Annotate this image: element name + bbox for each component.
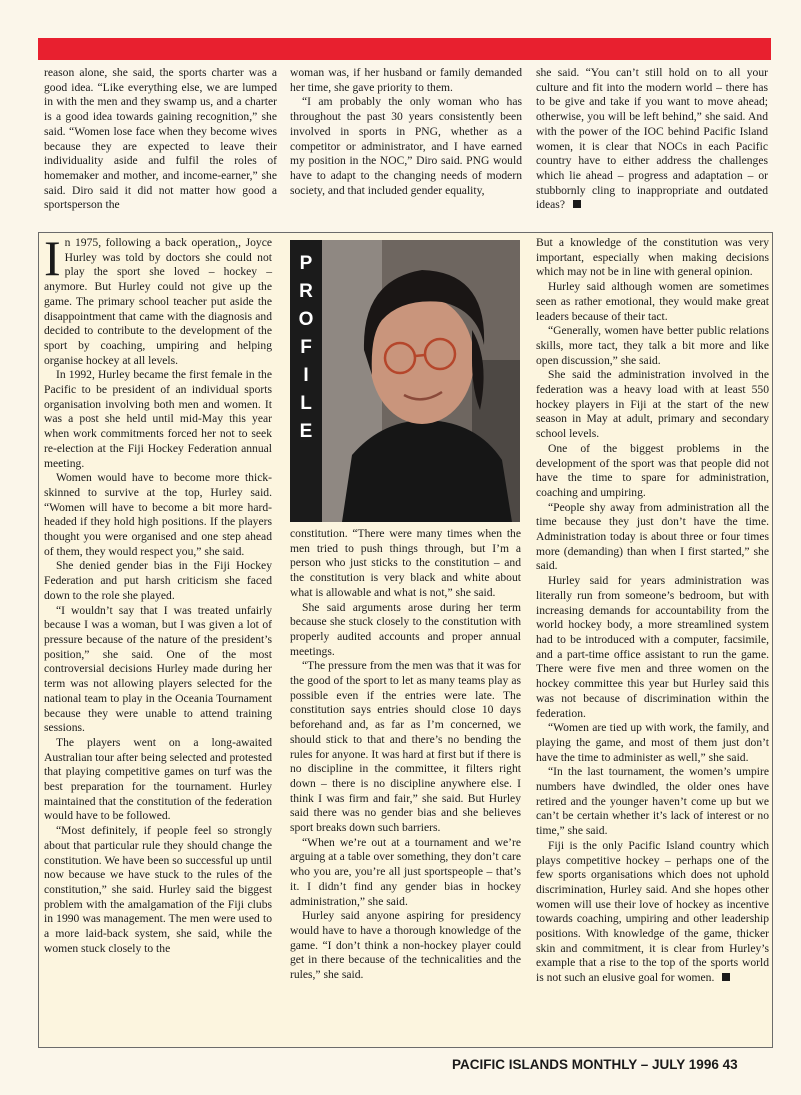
paragraph: She said the administration involved in the federation was a heavy load with at least 550 hockey players in Fiji at the start of the new season in May at adult, primary and secondary school levels. (536, 368, 769, 441)
paragraph: “Women are tied up with work, the family, and playing the game, and most of them just don’t have the time to administer as well,” she said. (536, 721, 769, 764)
page-footer: PACIFIC ISLANDS MONTHLY – JULY 1996 43 (452, 1057, 738, 1072)
paragraph: Hurley said although women are sometimes seen as rather emotional, they would make great leaders because of their tact. (536, 280, 769, 323)
paragraph: Fiji is the only Pacific Island country which plays competitive hockey – perhaps one of the few sports organisations which does not uphold discrimination, Hurley said. And she hopes other women will use their love of hockey as incentive towards coaching, umpiring and other leadership positions. With knowledge of the game, thicker skin and commitment, it is clear from Hurley’s example that a rise to the top of the sports world is not such an elusive goal for women. (536, 838, 769, 985)
paragraph: “Generally, women have better public relations skills, more tact, they talk a bit more and like open discussion,” she said. (536, 324, 769, 367)
paragraph: One of the biggest problems in the development of the sport was that people did not have the time to spare for administration, coaching and umpiring. (536, 441, 769, 499)
paragraph: The players went on a long-awaited Australian tour after being selected and protested that playing competitive games on turf was the best preparation for the tournament. Hurley maintained that the constitution of the federation would have to be followed. (44, 735, 272, 823)
paragraph: She said arguments arose during her term because she stuck closely to the constitution with properly audited accounts and proper annual meetings. (290, 600, 521, 658)
paragraph: Women would have to become more thick-skinned to survive at the top, Hurley said. “Women will have to become a bit more hard-headed if they hold high positions. If the players thought you were organised and one step ahead of them, they would respect you,” she said. (44, 471, 272, 558)
portrait-illustration (322, 240, 520, 522)
profile-column-2 (290, 527, 521, 983)
paragraph: “The pressure from the men was that it was for the good of the sport to let as many teams play as possible even if the entries were late. The constitution says entries should close 10 days beforehand and, as far as I’m concerned, we should stick to that and there’s no bending the rules for anyone. It was hard at first but if there is no discipline in the committee, it filters right down – there is no discipline anywhere else. I think I was firm and fair,” she said. But Hurley said there was no gender bias and she believes sport breaks down such barriers. (290, 659, 521, 835)
portrait-photo (322, 240, 520, 522)
paragraph: woman was, if her husband or family demanded her time, she gave priority to them. (290, 66, 522, 94)
end-of-article-mark (573, 200, 581, 208)
end-of-article-mark (722, 973, 730, 981)
profile-column-3 (536, 236, 769, 986)
paragraph: Hurley said for years administration was literally run from someone’s bedroom, but with increasing demands for accountability from the world hockey body, a more streamlined system had to be introduced with a computer, facsimile, and a part-time office assistant to run the game. There were five men and three women on the hockey committee this year but Hurley said this was not because of discrimination within the federation. (536, 574, 769, 720)
top-column-2 (290, 66, 522, 198)
paragraph: constitution. “There were many times when the men tried to push things through, but I’m a person who just sticks to the constitution – and the constitution is very black and white about what is allowable and what is not,” she said. (290, 527, 521, 599)
paragraph: she said. “You can’t still hold on to all your culture and fit into the modern world – there has to be give and take if you want to move ahead; otherwise, you will be left behind,” she said. And with the power of the IOC behind Pacific Island women, it is clear that NOCs in each Pacific country have to either address the challenges which lie ahead – progress and adaptation – or stubbornly cling to inappropriate and outdated ideas? (536, 66, 768, 212)
paragraph: reason alone, she said, the sports charter was a good idea. “Like everything else, we are lumped in with the men and they swamp us, and a charter is a good idea towards gaining recognition,” she said. “Women lose face when they become wives because they are expected to leave their individuality aside and fulfil the roles of homemaker and mother, and income-earner,” she said. Diro said it did not matter how good a sportsperson the (44, 66, 277, 212)
profile-label-strip (290, 240, 322, 522)
header-red-bar (38, 38, 771, 60)
paragraph: “In the last tournament, the women’s umpire numbers have dwindled, the older ones have retired and the younger haven’t come up but we can’t be certain whether it’s lack of interest or no time,” she said. (536, 765, 769, 838)
paragraph: “When we’re out at a tournament and we’re arguing at a table over something, they don’t care who you are, you’re all just sportspeople – that’s it. I didn’t find any gender bias in hockey administration,” she said. (290, 835, 521, 908)
paragraph: “People shy away from administration all the time because they just don’t have the time. Administration today is about three or four times more (demanding) than when I first started,” she said. (536, 500, 769, 573)
strip-letter: R (299, 281, 313, 302)
strip-letter: L (300, 393, 312, 414)
lead-paragraph: In 1975, following a back operation,, Joyce Hurley was told by doctors she could not play the sport she loved – hockey – anymore. But Hurley could not give up the game. The primary school teacher put aside the disappointment that came with the diagnosis and decided to contribute to the development of the sport by coaching, umpiring and helping organise hockey at all levels. (44, 230, 272, 367)
strip-letter: P (299, 253, 313, 274)
strip-letter: F (300, 337, 312, 358)
paragraph: “Most definitely, if people feel so strongly about that particular rule they should change the constitution. We have been so successful up until now because we have stuck to the rules of the constitution,” she said. Hurley said the biggest problem with the amalgamation of the Fiji clubs in 1990 was management. The men were used to a more laid-back system, she said, while the women stuck closely to the (44, 824, 272, 955)
paragraph: Hurley said anyone aspiring for presidency would have to have a thorough knowledge of the game. “I don’t think a non-hockey player could get in there because of the technicalities and the rules,” she said. (290, 909, 521, 982)
paragraph: But a knowledge of the constitution was very important, especially when making decisions which may not be in line with general opinion. (536, 236, 769, 279)
top-column-3 (536, 66, 768, 213)
paragraph: She denied gender bias in the Fiji Hockey Federation and put harsh criticism she faced down to the role she played. (44, 559, 272, 602)
profile-column-1 (44, 230, 272, 956)
strip-letter: E (299, 421, 313, 442)
profile-photo-panel (290, 240, 520, 522)
strip-letter: I (303, 365, 309, 386)
top-column-1 (44, 66, 277, 213)
paragraph: “I am probably the only woman who has throughout the past 30 years consistently been involved in sports in PNG, whether as a competitor or administrator, and I have earned my position in the NOC,” Diro said. PNG would have to adapt to the changing needs of modern society, and that included gender equality, (290, 95, 522, 197)
strip-letter: O (298, 309, 314, 330)
paragraph: “I wouldn’t say that I was treated unfairly because I was a woman, but I was given a lot of pressure because of the nature of the president’s position,” she said. One of the most controversial decisions Hurley made during her term was not allowing players selected for the national team to play in the Oceania Tournament because they were unable to attend training sessions. (44, 603, 272, 735)
paragraph: In 1992, Hurley became the first female in the Pacific to be president of an individual sports organisation involving both men and women. It was a post she held until mid-May this year when work commitments forced her not to seek re-election at the Fiji Hockey Federation annual meeting. (44, 368, 272, 470)
drop-cap: I (44, 230, 61, 286)
